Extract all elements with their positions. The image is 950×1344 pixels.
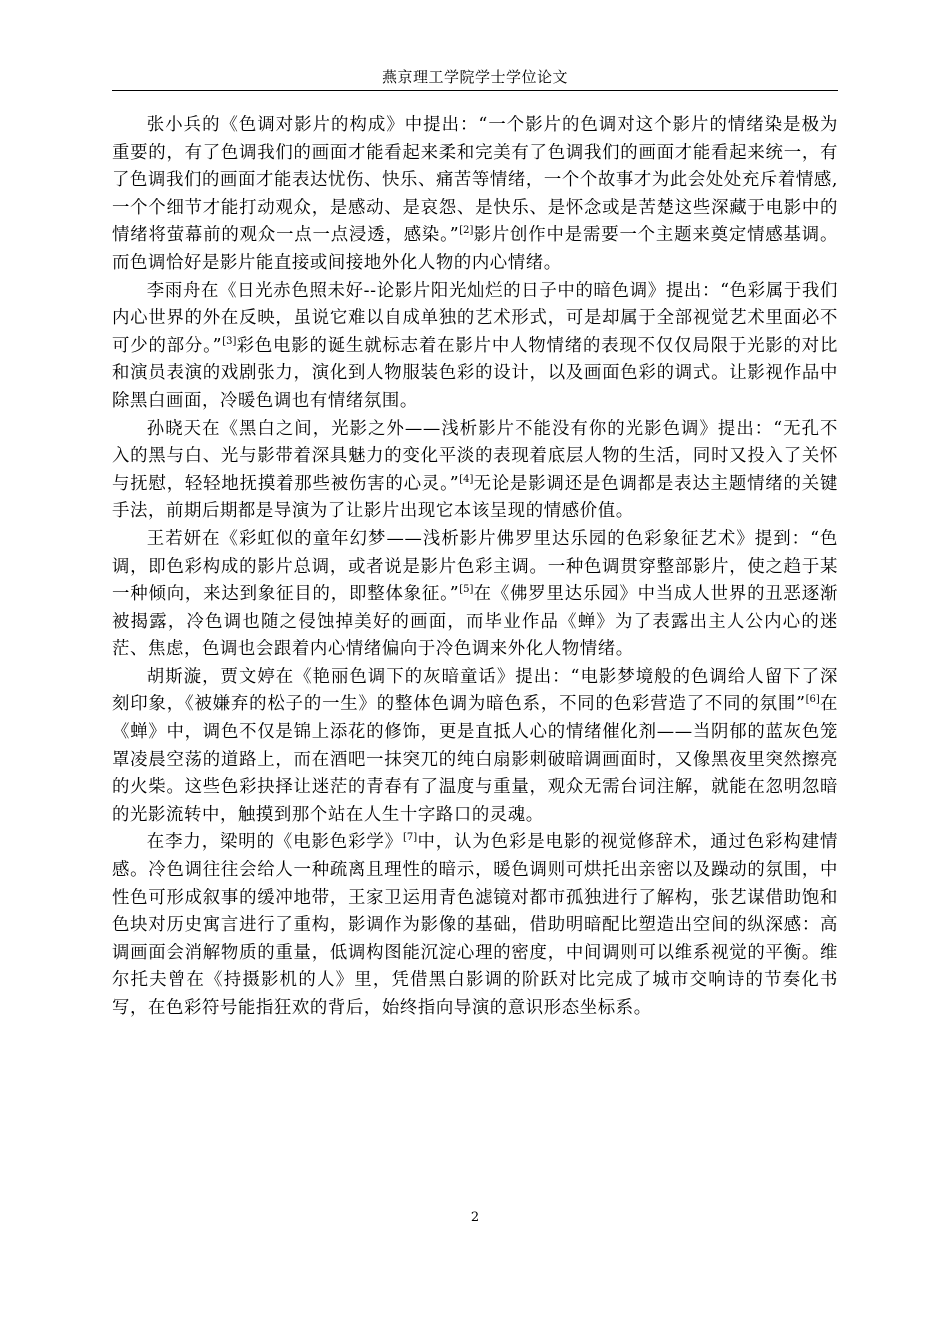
paragraph-4: [112, 526, 838, 664]
citation-ref: [4]: [459, 473, 474, 485]
paragraph-text: 李雨舟在《日光赤色照未好--论影片阳光灿烂的日子中的暗色调》提出：“色彩属于我们内心世界的外在反映，虽说它难以自成单独的艺术形式，可是却属于全部视觉艺术里面必不可少的部分。”: [112, 280, 838, 356]
paragraph-1: [112, 112, 838, 278]
page-number: 2: [470, 1210, 480, 1225]
paragraph-text: 中，认为色彩是电影的视觉修辞术，通过色彩构建情感。冷色调往往会给人一种疏离且理性的暗示，暖色调则可烘托出亲密以及躁动的氛围，中性色可形成叙事的缓冲地带，王家卫运用青色滤镜对都市孤独进行了解构，张艺谋借助饱和色块对历史寓言进行了重构，影调作为影像的基础，借助明暗配比塑造出空间的纵深感：高调画面会消解物质的重量，低调构图能沉淀心理的密度，中间调则可以维系视觉的平衡。维尔托夫曾在《持摄影机的人》里，凭借黑白影调的阶跃对比完成了城市交响诗的节奏化书写，在色彩符号能指狂欢的背后，始终指向导演的意识形态坐标系。: [112, 832, 838, 1018]
paragraph-3: [112, 416, 838, 526]
paragraph-text: 无论是影调还是色调都是表达主题情绪的关键手法，前期后期都是导演为了让影片出现它本该呈现的情感价值。: [112, 473, 838, 522]
paragraph-text: 在李力，梁明的《电影色彩学》: [146, 832, 403, 853]
paragraph-6: [112, 829, 838, 1022]
paragraph-5: [112, 664, 838, 830]
citation-ref: [6]: [805, 694, 820, 706]
paragraph-text: 王若妍在《彩虹似的童年幻梦——浅析影片佛罗里达乐园的色彩象征艺术》提到：“色调，即色彩构成的影片总调，或者说是影片色彩主调。一种色调贯穿整部影片，使之趋于某一种倾向，来达到象征目的，即整体象征。”: [112, 528, 838, 605]
citation-ref: [7]: [402, 832, 418, 844]
header-rule: [112, 90, 838, 91]
paragraph-text: 彩色电影的诞生就标志着在影片中人物情绪的表现不仅仅局限于光影的对比和演员表演的戏剧张力，演化到人物服装色彩的设计，以及画面色彩的调式。让影视作品中除黑白画面，冷暖色调也有情绪氛围。: [112, 335, 838, 411]
paragraph-2: [112, 278, 838, 416]
citation-ref: [2]: [459, 225, 474, 237]
paragraph-text: 在《蝉》中，调色不仅是锦上添花的修饰，更是直抵人心的情绪催化剂——当阴郁的蓝灰色笼罩凌晨空荡的道路上，而在酒吧一抹突兀的纯白扇影刺破暗调画面时，又像黑夜里突然擦亮的火柴。这些色彩抉择让迷茫的青春有了温度与重量，观众无需台词注解，就能在忽明忽暗的光影流转中，触摸到那个站在人生十字路口的灵魂。: [112, 694, 838, 825]
page-header: 燕京理工学院学士学位论文: [381, 68, 568, 86]
citation-ref: [5]: [459, 584, 474, 596]
paragraph-text: 张小兵的《色调对影片的构成》中提出：“一个影片的色调对这个影片的情绪染是极为重要的，有了色调我们的画面才能看起来柔和完美有了色调我们的画面才能看起来统一，有了色调我们的画面才能表达忧伤、快乐、痛苦等情绪，一个个故事才为此会处处充斥着情感,一个个细节才能打动观众，是感动、是哀怨、是快乐、是怀念或是苦楚这些深藏于电影中的情绪将萤幕前的观众一点一点浸透，感染。”: [112, 115, 838, 246]
paragraph-text: 胡斯漩，贾文婷在《艳丽色调下的灰暗童话》提出：“电影梦境般的色调给人留下了深刻印象，《被嫌弃的松子的一生》的整体色调为暗色系，不同的色彩营造了不同的氛围”: [112, 666, 838, 715]
paragraph-text: 在《佛罗里达乐园》中当成人世界的丑恶逐渐被揭露，冷色调也随之侵蚀掉美好的画面，而毕业作品《蝉》为了表露出主人公内心的迷茫、焦虑，色调也会跟着内心情绪偏向于冷色调来外化人物情绪。: [112, 584, 838, 660]
citation-ref: [3]: [222, 335, 237, 347]
paragraph-text: 孙晓天在《黑白之间，光影之外——浅析影片不能没有你的光影色调》提出：“无孔不入的黑与白、光与影带着深具魅力的变化平淡的表现着底层人物的生活，同时又投入了关怀与抚慰，轻轻地抚摸着那些被伤害的心灵。”: [112, 418, 838, 494]
body-text: [112, 112, 838, 1023]
paragraph-text: 影片创作中是需要一个主题来奠定情感基调。而色调恰好是影片能直接或间接地外化人物的内心情绪。: [112, 225, 838, 273]
